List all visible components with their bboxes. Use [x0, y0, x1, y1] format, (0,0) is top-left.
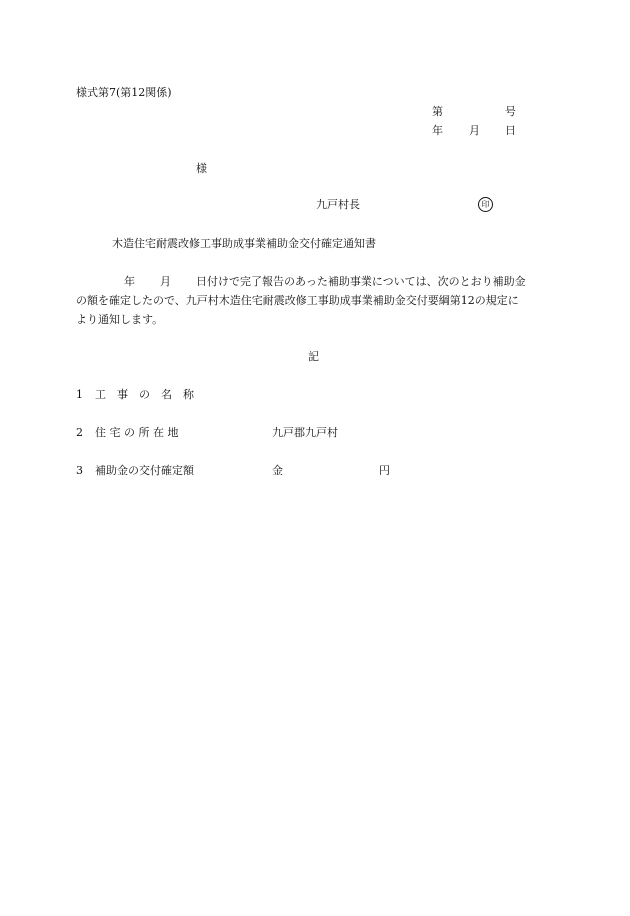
body-line-2: の額を確定したので、九戸村木造住宅耐震改修工事助成事業補助金交付要綱第12の規定に	[76, 294, 519, 307]
item-2-number: 2	[76, 426, 83, 439]
item-3-value: 金	[272, 464, 283, 477]
seal-mark: 印	[478, 197, 493, 212]
item-1-label: 工 事 の 名 称	[95, 388, 194, 401]
body-line-1: 日付けで完了報告のあった補助事業については、次のとおり補助金	[196, 275, 526, 288]
body-line-3: より通知します。	[76, 313, 164, 326]
ki-heading: 記	[308, 350, 319, 363]
addressee-suffix: 様	[196, 162, 207, 175]
body-year: 年	[124, 275, 135, 288]
item-1-number: 1	[76, 388, 83, 401]
item-3-label: 補助金の交付確定額	[95, 464, 194, 477]
item-3-number: 3	[76, 464, 83, 477]
item-3-unit: 円	[379, 464, 390, 477]
body-month: 月	[160, 275, 171, 288]
doc-number-go: 号	[505, 105, 516, 118]
form-number: 様式第7(第12関係)	[76, 86, 172, 99]
doc-number-dai: 第	[432, 105, 443, 118]
item-2-value: 九戸郡九戸村	[272, 426, 338, 439]
date-day: 日	[505, 124, 516, 137]
date-year: 年	[432, 124, 443, 137]
issuer: 九戸村長	[316, 198, 360, 211]
item-2-label: 住 宅 の 所 在 地	[95, 426, 179, 439]
document-title: 木造住宅耐震改修工事助成事業補助金交付確定通知書	[112, 237, 376, 250]
date-month: 月	[469, 124, 480, 137]
